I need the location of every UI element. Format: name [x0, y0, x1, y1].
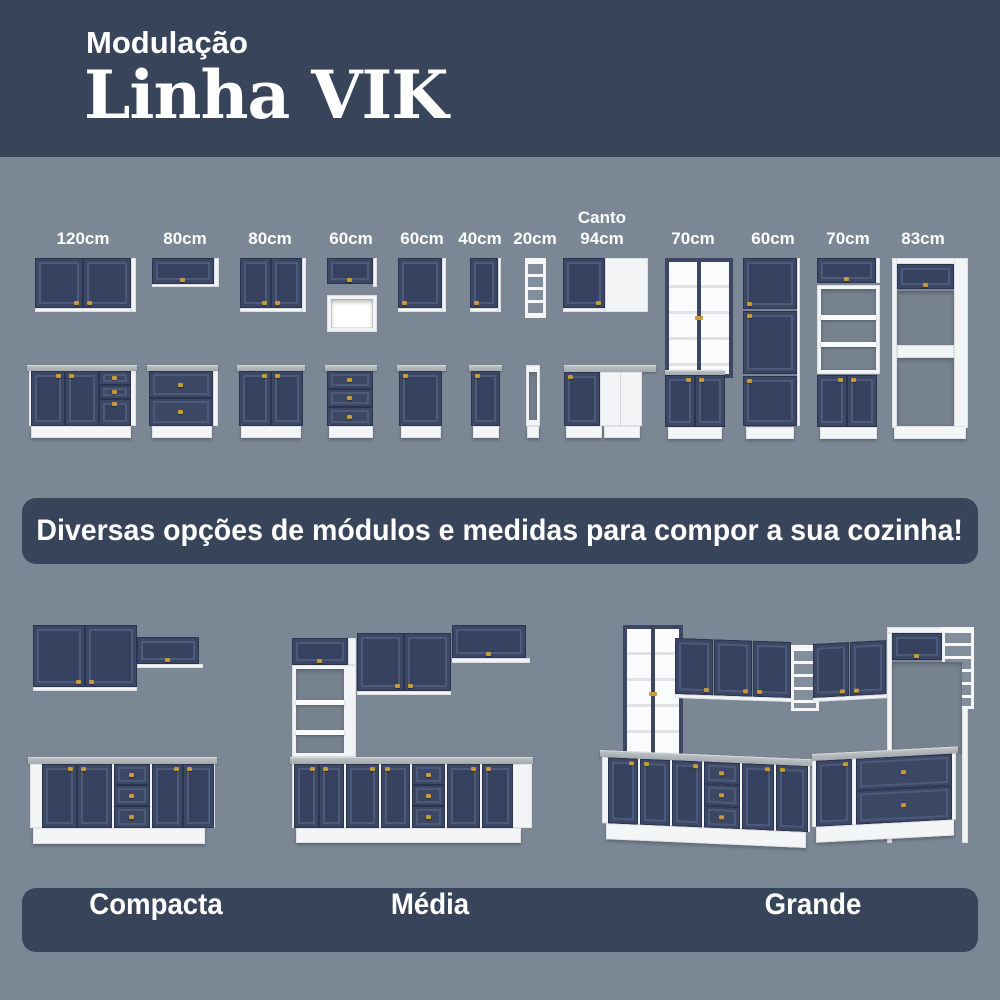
- cabinet-door: [398, 258, 442, 308]
- module-label-120cm: 120cm: [56, 229, 110, 248]
- drawer: [704, 806, 740, 830]
- drawer: [412, 764, 445, 785]
- cabinet-door: [31, 371, 65, 426]
- cabinet-door: [695, 375, 725, 427]
- flip-door: [897, 264, 954, 289]
- cabinet-door: [152, 764, 183, 828]
- page-title: Linha VIK: [84, 56, 448, 134]
- open-cavity: [892, 662, 962, 754]
- plinth: [668, 427, 722, 439]
- info-banner-text: Diversas opções de módulos e medidas para compor a sua cozinha!: [36, 514, 964, 547]
- plinth: [401, 426, 441, 438]
- door-seam: [620, 372, 621, 426]
- open-cavity: [897, 291, 954, 345]
- open-shelf-unit: [525, 258, 546, 318]
- open-cavity: [821, 289, 876, 370]
- corner-return-panel: [605, 258, 648, 312]
- cabinet-door: [608, 757, 638, 824]
- cabinet-door: [83, 258, 131, 308]
- drawer: [412, 806, 445, 828]
- flip-door: [292, 638, 348, 665]
- drawer: [856, 786, 952, 825]
- cabinet-bottom: [563, 308, 605, 312]
- side-panel: [214, 258, 219, 287]
- open-cavity: [897, 358, 954, 426]
- cabinet-door: [346, 764, 379, 828]
- module-label-80cm-b: 80cm: [248, 229, 292, 248]
- cabinet-bottom: [35, 308, 131, 312]
- module-label-80cm-a: 80cm: [163, 229, 207, 248]
- side-panel: [442, 258, 446, 312]
- cabinet-door: [753, 641, 791, 698]
- module-label-83cm: 83cm: [901, 229, 945, 248]
- open-niche: [331, 299, 373, 328]
- cabinet-door: [817, 375, 847, 427]
- cabinet-door: [743, 311, 797, 374]
- cabinet-door: [564, 372, 600, 426]
- module-label-20cm: 20cm: [513, 229, 557, 248]
- plinth: [527, 426, 539, 438]
- legend-media: Média: [390, 888, 470, 921]
- plinth: [329, 426, 373, 438]
- base-run-left: [600, 750, 812, 856]
- flip-door: [817, 258, 876, 283]
- side-panel: [302, 258, 306, 312]
- plinth: [152, 426, 212, 438]
- cabinet-door: [816, 759, 852, 827]
- drawer: [327, 407, 373, 426]
- cabinet-door: [35, 258, 83, 308]
- cabinet-door: [640, 759, 670, 826]
- cabinet-door: [665, 375, 695, 427]
- plinth: [33, 828, 205, 844]
- plinth: [473, 426, 499, 438]
- side-panel: [131, 258, 136, 312]
- shelf: [296, 700, 344, 705]
- drawer: [99, 371, 131, 385]
- cabinet-door: [743, 258, 797, 309]
- plinth: [820, 427, 877, 439]
- legend-grande: Grande: [764, 888, 862, 921]
- cabinet-door: [399, 371, 442, 426]
- cabinet-door: [42, 764, 77, 828]
- cabinet-door: [271, 371, 303, 426]
- cabinet-door: [381, 764, 410, 828]
- drawer: [704, 784, 740, 808]
- flip-door: [892, 633, 942, 660]
- flip-door: [152, 258, 214, 284]
- cabinet-bottom: [33, 687, 137, 691]
- drawer: [856, 754, 952, 791]
- corner-folding-door: [600, 372, 642, 426]
- cabinet-door: [776, 765, 808, 832]
- flip-door: [137, 637, 199, 664]
- shelf: [821, 315, 876, 320]
- flip-door: [452, 625, 526, 658]
- cabinet-door: [563, 258, 605, 308]
- cabinet-door: [33, 625, 85, 687]
- plinth: [241, 426, 301, 438]
- cabinet-door: [672, 760, 702, 827]
- cabinet-bottom: [398, 308, 442, 312]
- cabinet-door: [482, 764, 513, 828]
- module-label-60cm-b: 60cm: [400, 229, 444, 248]
- plinth: [296, 828, 521, 843]
- cabinet-door: [743, 376, 797, 426]
- legend-compacta: Compacta: [89, 888, 223, 921]
- drawer: [99, 385, 131, 399]
- side-panel: [348, 638, 356, 665]
- side-panel: [498, 258, 501, 312]
- cabinet-door: [675, 638, 713, 695]
- flip-door: [327, 258, 373, 284]
- drawer: [114, 785, 150, 806]
- cabinet-door: [239, 371, 271, 426]
- cabinet-door: [77, 764, 112, 828]
- open-base-cavity: [529, 372, 537, 420]
- cabinet-bottom: [137, 664, 203, 668]
- header-kicker: Modulação: [86, 25, 248, 60]
- drawer: [327, 371, 373, 389]
- plinth: [894, 426, 966, 439]
- info-banner: [22, 498, 978, 564]
- drawer: [412, 785, 445, 806]
- cabinet-bottom: [452, 658, 530, 663]
- side-panel: [876, 258, 880, 283]
- drawer: [327, 389, 373, 407]
- shelf: [296, 730, 344, 735]
- open-cavity: [296, 669, 344, 753]
- cabinet-door: [471, 371, 500, 426]
- wall-cabinet-run-right: [813, 636, 887, 702]
- side-panel: [373, 258, 377, 287]
- drawer: [149, 398, 213, 426]
- module-label-40cm: 40cm: [458, 229, 502, 248]
- shelf: [821, 342, 876, 347]
- legend-bar: [22, 888, 978, 952]
- cabinet-door: [813, 642, 849, 698]
- countertop: [290, 757, 533, 764]
- cabinet-bottom: [470, 308, 498, 312]
- side-panel: [213, 371, 218, 426]
- cabinet-door: [847, 375, 877, 427]
- base-run-right: [812, 746, 958, 854]
- wall-cabinet-run-left: [675, 636, 791, 702]
- cabinet-door: [294, 764, 319, 828]
- cabinet-door: [65, 371, 99, 426]
- cabinet-door: [742, 763, 774, 830]
- module-label-70cm-b: 70cm: [826, 229, 870, 248]
- cabinet-door: [714, 639, 752, 696]
- plinth: [31, 426, 131, 438]
- side-panel: [797, 258, 800, 426]
- cabinet-door: [183, 764, 214, 828]
- cabinet-door: [470, 258, 498, 308]
- header: [0, 0, 1000, 157]
- cabinet-door: [85, 625, 137, 687]
- countertop: [28, 757, 217, 764]
- module-label-60cm-c: 60cm: [751, 229, 795, 248]
- module-label-60cm-a: 60cm: [329, 229, 373, 248]
- cabinet-door: [404, 633, 451, 691]
- module-label-canto-94cm: Canto 94cm: [577, 208, 627, 248]
- cabinet-bottom: [240, 308, 302, 312]
- drawer: [114, 806, 150, 828]
- drawer: [114, 764, 150, 785]
- glass-display-cabinet: [623, 625, 683, 763]
- drawer: [704, 762, 740, 786]
- module-label-70cm-a: 70cm: [671, 229, 715, 248]
- plinth: [566, 426, 602, 438]
- cabinet-door: [447, 764, 480, 828]
- cabinet-door: [240, 258, 271, 308]
- cabinet-bottom: [152, 284, 214, 287]
- drawer: [149, 371, 213, 398]
- cabinet-door: [271, 258, 302, 308]
- cabinet-door: [319, 764, 344, 828]
- cabinet-door: [357, 633, 404, 691]
- glass-display-cabinet: [665, 258, 733, 378]
- plinth: [746, 427, 794, 439]
- plinth: [604, 426, 640, 438]
- cabinet-bottom: [357, 691, 451, 695]
- shelf-band: [897, 345, 954, 358]
- frame-right: [954, 258, 968, 428]
- cabinet-door: [99, 399, 131, 426]
- cabinet-door: [850, 640, 886, 696]
- countertop: [564, 365, 656, 372]
